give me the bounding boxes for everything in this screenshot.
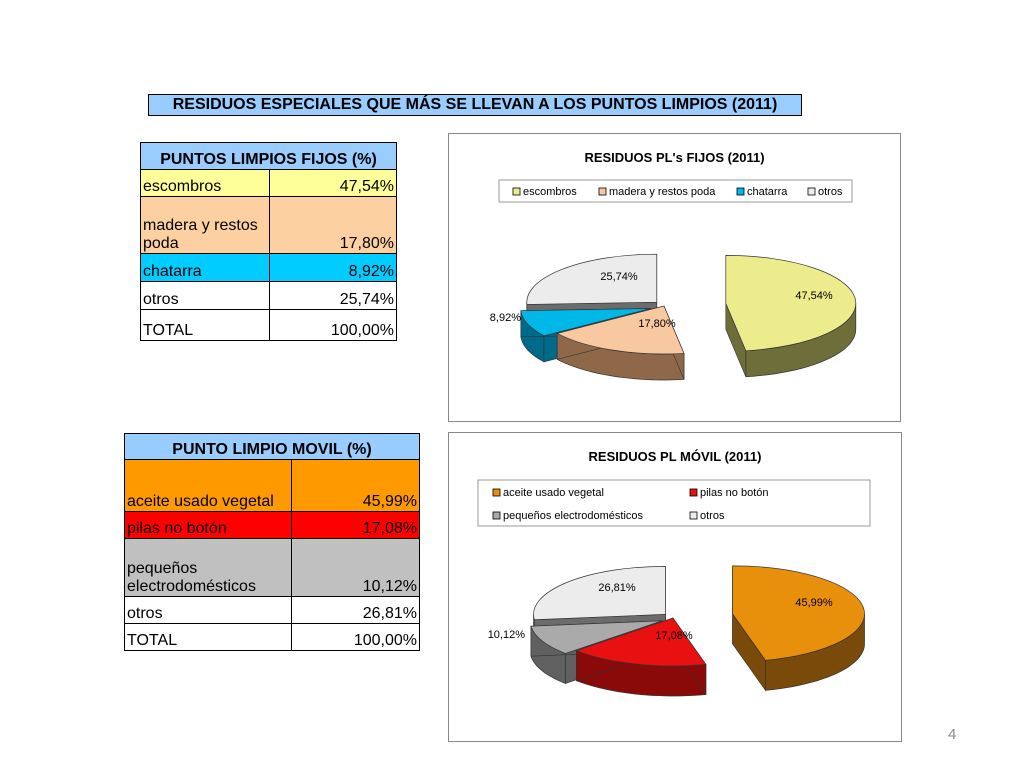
row-value: 45,99% [292,460,420,512]
table-row [125,512,420,539]
data-label: 8,92% [489,312,521,324]
row-label: escombros [141,170,270,197]
fijos-table-header: PUNTOS LIMPIOS FIJOS (%) [141,143,397,170]
table-row [125,460,420,512]
row-label: pilas no botón [125,512,292,539]
row-value: 10,12% [292,539,420,597]
legend-swatch [690,489,697,496]
legend-entry: escombros [523,186,577,198]
legend-entry: madera y restos poda [609,186,716,198]
chart-title: RESIDUOS PL's FIJOS (2011) [584,150,765,165]
data-label: 26,81% [598,582,636,594]
legend-entry: pequeños electrodomésticos [503,510,644,522]
table-row [125,624,420,651]
table-row [141,170,397,197]
legend-entry: otros [700,510,725,522]
table-row [125,539,420,597]
legend-entry: otros [818,186,843,198]
pie-slice [733,566,865,691]
pie-slice [726,255,856,376]
table-row [141,254,397,282]
row-label: TOTAL [141,310,270,341]
data-label: 10,12% [487,629,525,641]
movil-pie-chart [448,432,902,742]
row-value: 26,81% [292,597,420,624]
legend-entry: chatarra [747,186,788,198]
row-value: 17,80% [270,197,397,254]
row-value: 8,92% [270,254,397,282]
data-label: 45,99% [795,597,833,609]
legend-entry: aceite usado vegetal [503,487,604,499]
row-value: 17,08% [292,512,420,539]
legend-swatch [737,188,744,195]
row-value: 25,74% [270,282,397,310]
data-label: 47,54% [795,290,833,302]
row-label: madera y restos poda [141,197,270,254]
data-label: 25,74% [600,271,638,283]
table-row [141,197,397,254]
table-row [141,310,397,341]
row-value: 100,00% [292,624,420,651]
row-label: chatarra [141,254,270,282]
legend-swatch [599,188,606,195]
movil-table [124,433,420,651]
legend-swatch [513,188,520,195]
fijos-pie-chart [448,133,901,422]
row-label: TOTAL [125,624,292,651]
legend-swatch [493,489,500,496]
fijos-table [140,142,397,341]
row-label: pequeños electrodomésticos [125,539,292,597]
legend-swatch [690,512,697,519]
table-row [141,282,397,310]
slide-title: RESIDUOS ESPECIALES QUE MÁS SE LLEVAN A LOS PUNTOS LIMPIOS (2011) [148,94,802,116]
row-value: 47,54% [270,170,397,197]
chart-title: RESIDUOS PL MÓVIL (2011) [588,449,762,464]
row-label: otros [141,282,270,310]
pie-svg [449,433,901,741]
data-label: 17,80% [638,318,676,330]
pie-svg [449,134,900,421]
legend-swatch [808,188,815,195]
row-label: aceite usado vegetal [125,460,292,512]
row-label: otros [125,597,292,624]
movil-table-header: PUNTO LIMPIO MOVIL (%) [125,434,420,460]
legend-entry: pilas no botón [700,487,769,499]
row-value: 100,00% [270,310,397,341]
table-row [125,597,420,624]
data-label: 17,08% [655,630,693,642]
legend-swatch [493,512,500,519]
page-number: 4 [948,726,957,743]
